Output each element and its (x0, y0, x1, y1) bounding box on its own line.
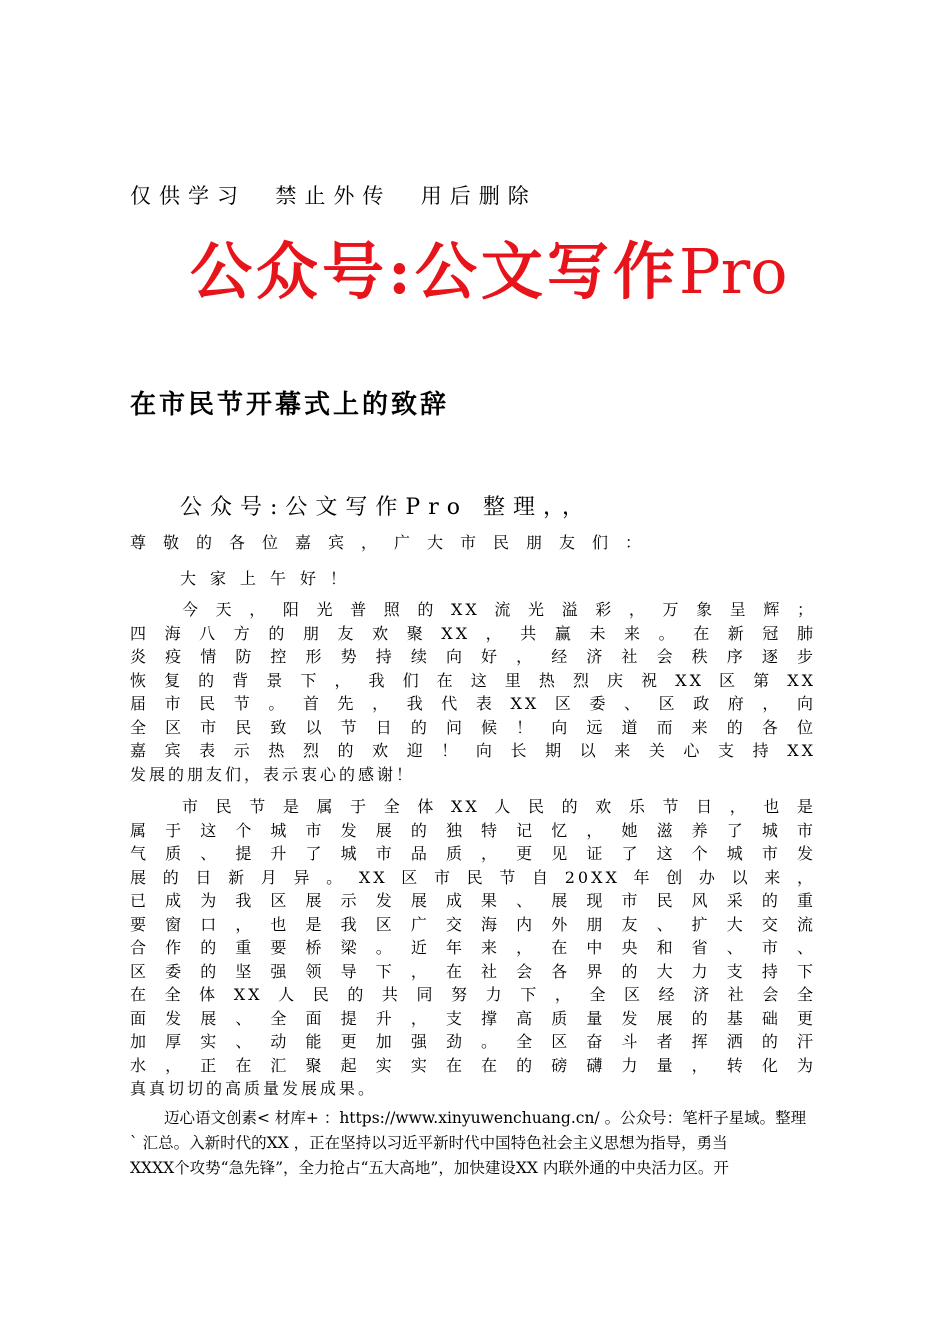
paragraph-line: 已成为我区展示发展成果、展现市民风采的重 (130, 891, 816, 910)
paragraph-line: 面发展、全面提升，支撑高质量发展的基础更 (130, 1008, 816, 1028)
paragraph-line: 炎疫情防控形势持续向好，经济社会秩序逐步 (130, 647, 816, 666)
paragraph-line: 合作的重要桥梁。近年来，在中央和省、市、 (130, 938, 816, 957)
footer-line: ` 汇总。入新时代的XX ，正在坚持以习近平新时代中国特色社会主义思想为指导，勇当 (130, 1134, 728, 1152)
brand-name-cn: 公众号:公文写作 (190, 235, 679, 308)
paragraph-line: 嘉宾表示热烈的欢迎！向长期以来关心支持XX (130, 741, 816, 760)
brand-name-en: Pro (678, 235, 788, 308)
paragraph-line: 发展的朋友们，表示衷心的感谢！ (130, 764, 416, 784)
brand-banner (190, 222, 788, 311)
paragraph-1 (130, 598, 816, 786)
paragraph-line: 展的日新月异。XX区市民节自20XX年创办以来， (130, 867, 816, 887)
greeting: 大家上午好！ (180, 569, 361, 588)
document-title: 在市民节开幕式上的致辞 (130, 390, 450, 420)
compiler-line: 公众号:公文写作Pro 整理，， (180, 495, 592, 520)
paragraph-line: 市民节是属于全体XX人民的欢乐节日，也是 (182, 797, 816, 816)
paragraph-line: 属于这个城市发展的独特记忆，她滋养了城市 (130, 820, 816, 840)
paragraph-2 (130, 795, 816, 1101)
paragraph-line: 今天，阳光普照的XX流光溢彩，万象呈辉； (182, 600, 816, 619)
paragraph-line: 加厚实、动能更加强劲。全区奋斗者挥洒的汗 (130, 1032, 816, 1051)
paragraph-line: 恢复的背景下，我们在这里热烈庆祝XX区第XX (130, 670, 816, 690)
paragraph-line: 水，正在汇聚起实实在在的磅礴力量，转化为 (130, 1055, 816, 1075)
paragraph-line: 届市民节。首先，我代表XX区委、区政府，向 (130, 694, 816, 713)
footer-paragraph (130, 1106, 832, 1181)
usage-notice: 仅供学习 禁止外传 用后删除 (130, 184, 537, 208)
footer-line: 迈心语文创素< 材库+ ：https://www.xinyuwenchuang.cn/ 。公众号：笔杆子星域。整理 (164, 1109, 807, 1127)
salutation: 尊敬的各位嘉宾，广大市民朋友们： (130, 533, 659, 552)
paragraph-line: 全区市民致以节日的问候！向远道而来的各位 (130, 717, 816, 737)
paragraph-line: 区委的坚强领导下，在社会各界的大力支持下 (130, 961, 816, 981)
footer-line: XXXX个攻势“急先锋”，全力抢占“五大高地”，加快建设XX 内联外通的中央活力区。开 (130, 1159, 729, 1177)
paragraph-line: 气质、提升了城市品质，更见证了这个城市发 (130, 844, 816, 863)
paragraph-line: 真真切切的高质量发展成果。 (130, 1079, 378, 1098)
paragraph-line: 四海八方的朋友欢聚XX，共赢未来。在新冠肺 (130, 623, 816, 643)
paragraph-line: 在全体XX人民的共同努力下，全区经济社会全 (130, 985, 816, 1004)
paragraph-line: 要窗口，也是我区广交海内外朋友、扩大交流 (130, 914, 816, 934)
